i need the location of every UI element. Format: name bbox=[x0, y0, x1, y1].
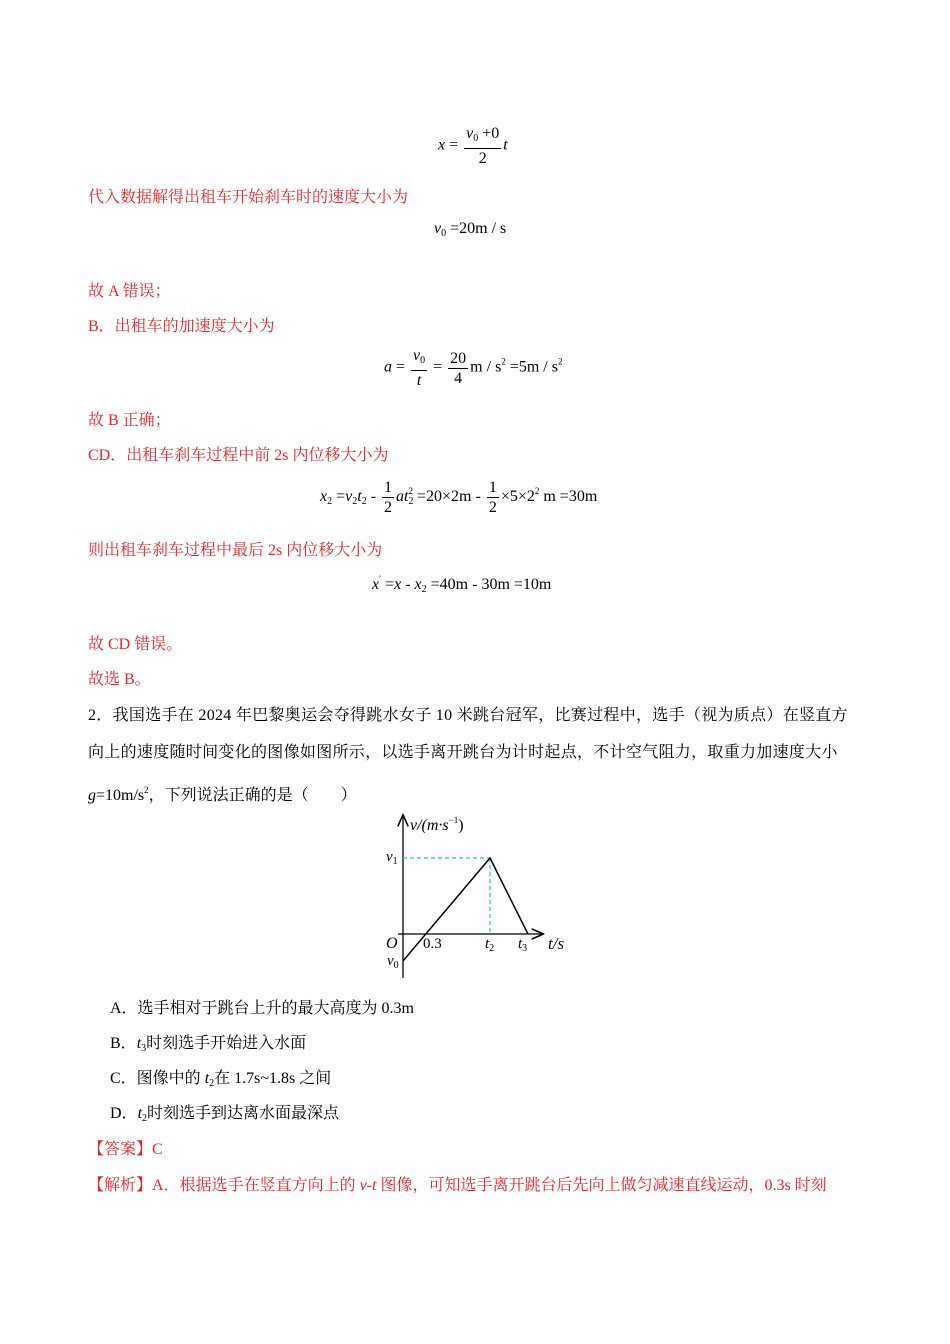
line-choose-b: 故选 B。 bbox=[88, 671, 151, 688]
eq4-half-1 bbox=[382, 478, 394, 517]
eq1-num-rest: +0 bbox=[482, 125, 500, 142]
eq4-equals: = bbox=[336, 488, 346, 506]
option-b-text: 时刻选手开始进入水面 bbox=[146, 1035, 307, 1052]
answer-label: 【答案】 bbox=[88, 1141, 153, 1158]
eq1-tail: t bbox=[503, 136, 508, 154]
eq4-at-sub: 2 bbox=[408, 496, 414, 508]
equation-initial-velocity bbox=[434, 220, 506, 239]
equation-last-2s bbox=[372, 574, 551, 595]
eq5-prime: ′ bbox=[379, 574, 382, 584]
option-c bbox=[110, 1069, 331, 1094]
tick-label-0-3: 0.3 bbox=[423, 936, 442, 952]
eq4-half-num: 1 bbox=[384, 479, 393, 496]
eq3-num-sub: 0 bbox=[420, 355, 426, 366]
eq3-den: t bbox=[416, 372, 422, 389]
eq3-fraction-1 bbox=[411, 346, 427, 390]
answer-value: C bbox=[152, 1141, 163, 1158]
analysis-line bbox=[88, 1176, 827, 1196]
line-cd: CD．出租车刹车过程中前 2s 内位移大小为 bbox=[88, 447, 389, 464]
eq4-half-num-2: 1 bbox=[488, 479, 497, 496]
eq4-t-sub: 2 bbox=[361, 496, 367, 508]
eq5-x2: x bbox=[414, 576, 422, 593]
eq4-at-sup: 2 bbox=[408, 486, 413, 497]
x-axis-label: t/s bbox=[548, 934, 565, 953]
eq5-equals: = bbox=[385, 576, 395, 593]
option-b-sub: 3 bbox=[141, 1043, 147, 1054]
eq4-mid2-sup: 2 bbox=[534, 486, 540, 497]
option-d bbox=[110, 1104, 339, 1129]
eq5-lhs: x bbox=[372, 576, 380, 593]
eq1-lhs: x bbox=[438, 136, 446, 154]
option-a: A．选手相对于跳台上升的最大高度为 0.3m bbox=[110, 1000, 415, 1017]
analysis-text-2: 图像，可知选手离开跳台后先向上做匀减速直线运动，0.3s 时刻 bbox=[376, 1177, 827, 1194]
eq4-end: m =30m bbox=[543, 488, 598, 506]
option-c-text: 在 1.7s~1.8s 之间 bbox=[214, 1070, 332, 1087]
line-b-right: 故 B 正确； bbox=[88, 412, 171, 429]
eq5-minus: - bbox=[405, 576, 411, 593]
eq3-den2: 4 bbox=[454, 369, 463, 387]
eq3-sup1: 2 bbox=[501, 356, 506, 367]
eq2-rest: =20m / s bbox=[450, 220, 507, 237]
option-b bbox=[110, 1034, 306, 1059]
eq4-lhs-sub: 2 bbox=[327, 496, 333, 508]
eq1-fraction bbox=[464, 124, 501, 168]
eq4-t: t bbox=[357, 488, 362, 506]
eq3-fraction-2 bbox=[448, 349, 468, 388]
equation-first-2s bbox=[320, 478, 597, 517]
eq4-v-sub: 2 bbox=[352, 496, 358, 508]
line-last-2s: 则出租车刹车过程中最后 2s 内位移大小为 bbox=[88, 542, 383, 559]
eq4-half-den: 2 bbox=[384, 499, 393, 516]
option-c-t: t bbox=[204, 1070, 210, 1087]
eq1-num-sub: 0 bbox=[473, 133, 479, 144]
eq3-unit1: m / s bbox=[470, 358, 502, 376]
option-b-t: t bbox=[136, 1035, 142, 1052]
eq1-equals: = bbox=[449, 136, 459, 154]
question-2-line-2: 向上的速度随时间变化的图像如图所示，以选手离开跳台为计时起点，不计空气阻力，取重力加速度大小 bbox=[88, 744, 838, 761]
eq1-num-v: v bbox=[466, 125, 474, 142]
analysis-vt: v-t bbox=[359, 1177, 377, 1194]
eq4-lhs: x bbox=[320, 488, 328, 506]
option-c-prefix: C．图像中的 bbox=[110, 1070, 205, 1087]
t2-label: $t_2$ bbox=[485, 936, 495, 954]
q2-g: g bbox=[88, 787, 96, 804]
eq4-half-2 bbox=[487, 478, 499, 517]
y-axis-label: $v/(m\cdot s^{-1})$ bbox=[410, 815, 464, 834]
eq4-at: at bbox=[396, 488, 409, 506]
v0-label: $v_0$ bbox=[387, 953, 399, 971]
eq5-x2-sub: 2 bbox=[421, 584, 427, 595]
line-a-wrong: 故 A 错误； bbox=[88, 283, 171, 300]
equation-displacement bbox=[438, 124, 508, 168]
line-cd-wrong: 故 CD 错误。 bbox=[88, 636, 183, 653]
eq3-num-v: v bbox=[413, 347, 421, 364]
line-substitute: 代入数据解得出租车开始刹车时的速度大小为 bbox=[88, 189, 409, 206]
option-b-prefix: B． bbox=[110, 1035, 137, 1052]
option-c-sub: 2 bbox=[209, 1078, 215, 1089]
eq2-v: v bbox=[434, 220, 442, 237]
line-b: B．出租车的加速度大小为 bbox=[88, 318, 275, 335]
eq3-equals-2: = bbox=[433, 358, 443, 376]
q2-g-sup: 2 bbox=[144, 785, 149, 795]
t3-label: $t_3$ bbox=[518, 936, 528, 954]
eq3-lhs: a bbox=[384, 358, 392, 376]
eq3-result: =5m / s bbox=[509, 358, 558, 376]
eq2-sub: 0 bbox=[441, 228, 447, 239]
eq5-x: x bbox=[394, 576, 402, 593]
eq4-mid2: ×5×2 bbox=[500, 488, 535, 506]
eq5-rest: =40m - 30m =10m bbox=[430, 576, 552, 593]
analysis-text-1: A．根据选手在竖直方向上的 bbox=[152, 1177, 360, 1194]
q2-g-value: =10m/s bbox=[96, 787, 145, 804]
velocity-time-graph bbox=[350, 808, 580, 983]
origin-label: O bbox=[386, 935, 398, 952]
option-d-text: 时刻选手到达离水面最深点 bbox=[147, 1105, 340, 1122]
equation-acceleration bbox=[384, 346, 562, 390]
eq3-sup2: 2 bbox=[557, 356, 563, 367]
eq3-num2: 20 bbox=[450, 349, 467, 367]
eq1-den: 2 bbox=[478, 150, 487, 167]
question-2-line-3 bbox=[88, 780, 357, 806]
answer-line bbox=[88, 1140, 163, 1160]
option-d-prefix: D． bbox=[110, 1105, 138, 1122]
q2-line-3-tail: ，下列说法正确的是（ ） bbox=[148, 787, 357, 804]
eq3-equals: = bbox=[396, 358, 406, 376]
option-d-sub: 2 bbox=[142, 1113, 148, 1124]
v1-label: $v_1$ bbox=[386, 849, 398, 867]
velocity-curve bbox=[403, 858, 528, 961]
option-d-t: t bbox=[137, 1105, 143, 1122]
eq4-minus: - bbox=[370, 488, 377, 506]
eq4-mid: =20×2m - bbox=[416, 488, 481, 506]
question-2-line-1: 2．我国选手在 2024 年巴黎奥运会夺得跳水女子 10 米跳台冠军，比赛过程中，选手（视为质点）在竖直方 bbox=[88, 707, 848, 724]
analysis-label: 【解析】 bbox=[88, 1177, 153, 1194]
eq4-v: v bbox=[345, 488, 353, 506]
eq4-half-den-2: 2 bbox=[488, 499, 497, 516]
